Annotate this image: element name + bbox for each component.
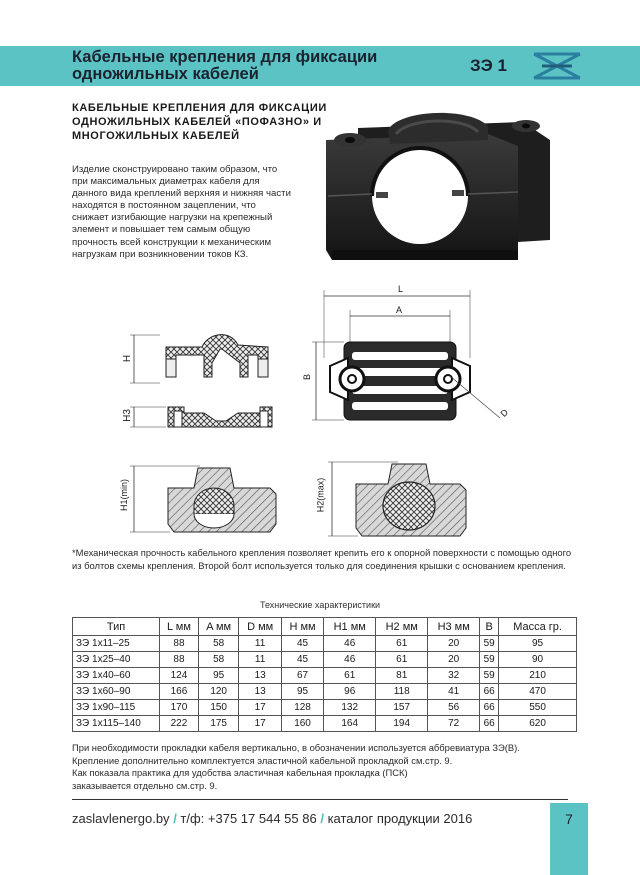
table-row [73, 668, 577, 684]
table-cell: 58 [198, 652, 239, 668]
product-description: Изделие сконструировано таким образом, что при максимальных диаметрах кабеля для данного вида креплений верхняя и нижняя части находятся в постоянном зацеплении, что снижает изгибающие нагрузки на крепежный элемент и повышает тем самым общую прочность всей конструкции к механическим нагрузкам при возникновении токов КЗ. [72, 164, 291, 260]
table-cell: 46 [324, 652, 376, 668]
dim-label-b: B [302, 373, 313, 381]
dim-label-d: D [498, 407, 511, 419]
table-cell: 118 [376, 684, 428, 700]
table-cell: 72 [428, 716, 480, 732]
table-cell: 132 [324, 700, 376, 716]
table-row [73, 700, 577, 716]
table-row [73, 684, 577, 700]
table-cell: 150 [198, 700, 239, 716]
table-cell: 56 [428, 700, 480, 716]
page-title: Кабельные крепления для фиксации одножильных кабелей [72, 48, 378, 83]
note-line: При необходимости прокладки кабеля вертикально, в обозначении используется аббревиатура ЗЭ(В). [72, 742, 520, 753]
table-cell: 59 [480, 636, 499, 652]
table-cell: 59 [480, 668, 499, 684]
table-row [73, 636, 577, 652]
table-header-row [73, 618, 577, 636]
footer [72, 811, 472, 826]
table-cell: 66 [480, 700, 499, 716]
table-cell: 13 [239, 684, 281, 700]
col-header-h1: H1 мм [324, 618, 376, 636]
top-view-drawing [300, 278, 522, 436]
footer-phone: т/ф: +375 17 544 55 86 [180, 811, 317, 826]
table-cell: 210 [499, 668, 577, 684]
table-cell: 470 [499, 684, 577, 700]
dim-label-a: A [396, 305, 403, 315]
table-cell: 164 [324, 716, 376, 732]
product-photo [318, 100, 560, 270]
table-cell: 157 [376, 700, 428, 716]
footer-catalog: каталог продукции 2016 [327, 811, 473, 826]
footnote: *Механическая прочность кабельного крепления позволяет крепить его к опорной поверхности с помощью одного из болтов схемы крепления. Второй болт используется только для соединения крышки с основанием крепления. [72, 547, 572, 571]
dim-label-h1: H1(min) [119, 478, 130, 512]
footer-divider [72, 799, 568, 800]
table-cell: ЗЭ 1х115–140 [73, 716, 160, 732]
col-header-d: D мм [239, 618, 281, 636]
table-cell: 95 [281, 684, 323, 700]
brand-logo-icon [528, 46, 586, 86]
notes-block [72, 742, 572, 792]
table-cell: 61 [324, 668, 376, 684]
table-cell: 20 [428, 652, 480, 668]
table-cell: ЗЭ 1х90–115 [73, 700, 160, 716]
col-header-h2: H2 мм [376, 618, 428, 636]
table-cell: 46 [324, 636, 376, 652]
table-cell: 96 [324, 684, 376, 700]
table-cell: 66 [480, 716, 499, 732]
table-cell: 550 [499, 700, 577, 716]
table-cell: 194 [376, 716, 428, 732]
table-cell: 32 [428, 668, 480, 684]
table-cell: 17 [239, 700, 281, 716]
dim-label-l: L [398, 284, 404, 294]
slash-separator: / [320, 811, 328, 826]
table-cell: 45 [281, 636, 323, 652]
table-cell: ЗЭ 1х11–25 [73, 636, 160, 652]
table-cell: 81 [376, 668, 428, 684]
col-header-a: A мм [198, 618, 239, 636]
table-cell: 124 [160, 668, 199, 684]
note-line: заказывается отдельно см.стр. 9. [72, 779, 218, 791]
col-header-type: Тип [73, 618, 160, 636]
table-cell: 95 [198, 668, 239, 684]
product-code: ЗЭ 1 [470, 56, 507, 75]
table-cell: 166 [160, 684, 199, 700]
note-line: Как показала практика для удобства эластичная кабельная прокладка (ПСК) [72, 767, 408, 779]
col-header-h: H мм [281, 618, 323, 636]
col-header-mass: Масса гр. [499, 618, 577, 636]
col-header-b: B [480, 618, 499, 636]
table-cell: ЗЭ 1х25–40 [73, 652, 160, 668]
table-cell: 11 [239, 636, 281, 652]
profile-drawing [120, 325, 280, 437]
table-cell: 66 [480, 684, 499, 700]
col-header-h3: H3 мм [428, 618, 480, 636]
table-cell: 620 [499, 716, 577, 732]
table-cell: 120 [198, 684, 239, 700]
table-cell: 61 [376, 652, 428, 668]
dim-label-h3: H3 [121, 409, 133, 422]
table-cell: ЗЭ 1х40–60 [73, 668, 160, 684]
table-cell: 41 [428, 684, 480, 700]
table-cell: 95 [499, 636, 577, 652]
table-row [73, 716, 577, 732]
specs-table [72, 617, 577, 732]
table-cell: 160 [281, 716, 323, 732]
table-cell: 88 [160, 652, 199, 668]
table-row [73, 652, 577, 668]
table-cell: ЗЭ 1х60–90 [73, 684, 160, 700]
table-cell: 58 [198, 636, 239, 652]
table-cell: 222 [160, 716, 199, 732]
section-subtitle: КАБЕЛЬНЫЕ КРЕПЛЕНИЯ ДЛЯ ФИКСАЦИИ ОДНОЖИЛЬНЫХ КАБЕЛЕЙ «ПОФАЗНО» И МНОГОЖИЛЬНЫХ КАБЕЛЕЙ [72, 102, 327, 142]
table-caption: Технические характеристики [259, 600, 381, 610]
table-cell: 67 [281, 668, 323, 684]
page-number: 7 [565, 811, 573, 827]
section-min-drawing [120, 458, 285, 540]
table-cell: 170 [160, 700, 199, 716]
table-cell: 13 [239, 668, 281, 684]
col-header-l: L мм [160, 618, 199, 636]
table-cell: 17 [239, 716, 281, 732]
note-line: Крепление дополнительно комплектуется эластичной кабельной прокладкой см.стр. 9. [72, 754, 453, 766]
table-cell: 11 [239, 652, 281, 668]
table-cell: 90 [499, 652, 577, 668]
table-cell: 61 [376, 636, 428, 652]
table-cell: 59 [480, 652, 499, 668]
dim-label-h2: H2(max) [315, 477, 326, 513]
section-max-drawing [318, 458, 478, 540]
table-cell: 128 [281, 700, 323, 716]
footer-site-link[interactable]: zaslavlenergo.by [72, 811, 170, 826]
table-cell: 88 [160, 636, 199, 652]
slash-separator: / [173, 811, 181, 826]
dim-label-h: H [122, 354, 134, 363]
table-cell: 175 [198, 716, 239, 732]
table-cell: 45 [281, 652, 323, 668]
table-cell: 20 [428, 636, 480, 652]
